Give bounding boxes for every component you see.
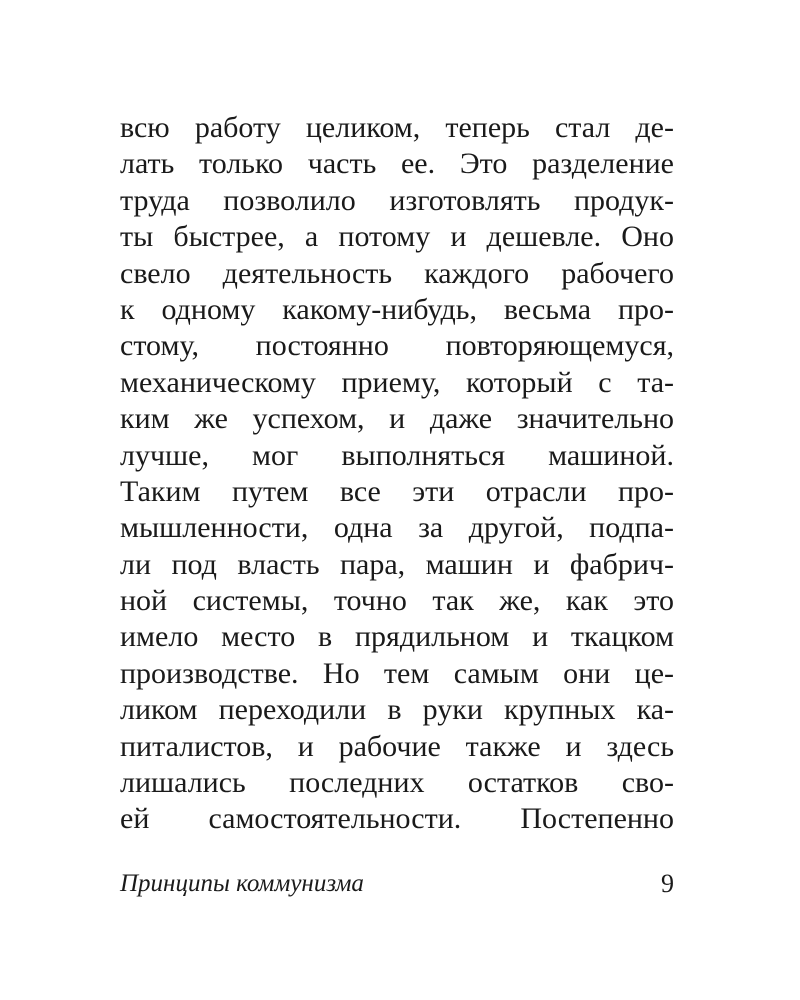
text-line: имело место в прядильном и ткацком [120,620,674,654]
page-footer [120,864,674,904]
text-line: ей самостоятельности. Постепенно [120,802,674,836]
text-line: всю работу целиком, теперь стал де- [120,111,674,144]
text-line: к одному какому-нибудь, весьма про- [120,292,674,326]
text-line: производстве. Но тем самым они це- [120,656,674,690]
text-line: лучше, мог выполняться машиной. [120,438,674,472]
text-line: стому, постоянно повторяющемуся, [120,329,674,363]
body-text [120,110,674,838]
text-line: ким же успехом, и даже значительно [120,402,674,436]
text-line: Таким путем все эти отрасли про- [120,474,674,508]
text-line: лишались последних остатков сво- [120,766,674,800]
page-number: 9 [661,869,674,898]
text-line: механическому приему, который с та- [120,365,674,399]
text-line: ты быстрее, а потому и дешевле. Оно [120,220,674,254]
text-line: мышленности, одна за другой, подпа- [120,511,674,545]
text-line: ной системы, точно так же, как это [120,584,674,618]
text-line: ликом переходили в руки крупных ка- [120,693,674,727]
text-line: питалистов, и рабочие также и здесь [120,729,674,763]
text-line: лать только часть ее. Это разделение [120,147,674,181]
text-line: труда позволило изготовлять продук- [120,183,674,217]
running-title: Принципы коммунизма [120,870,364,897]
text-line: ли под власть пара, машин и фабрич- [120,547,674,581]
text-line: свело деятельность каждого рабочего [120,256,674,290]
